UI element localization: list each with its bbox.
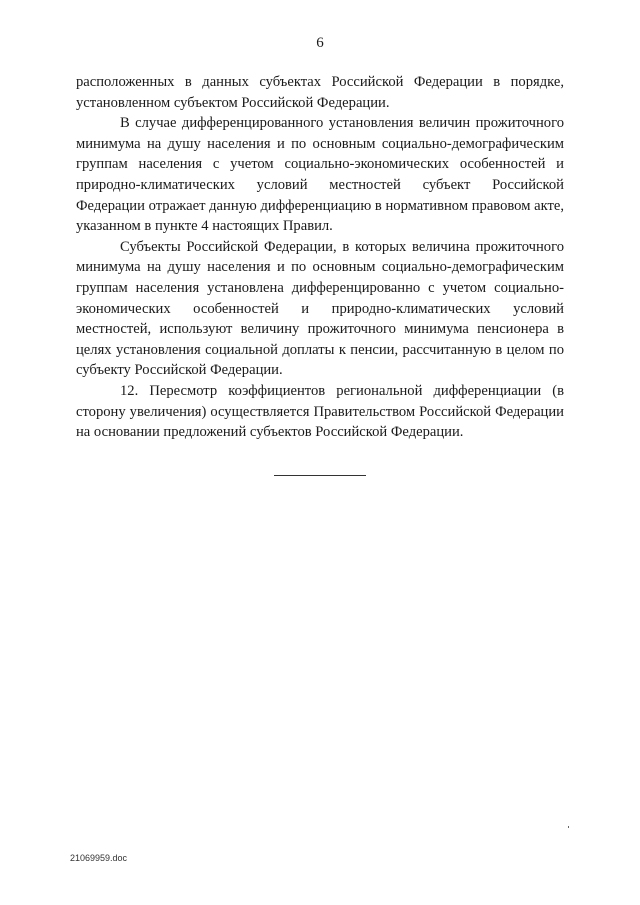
scan-speck <box>568 826 569 828</box>
paragraph-continuation: расположенных в данных субъектах Российской Федерации в порядке, установленном субъектом Российской Федерации. <box>76 74 564 111</box>
document-file-id: 21069959.doc <box>70 853 128 863</box>
document-body <box>76 72 564 443</box>
page-number: 6 <box>316 35 324 51</box>
paragraph-differentiation: В случае дифференцированного установления величин прожиточного минимума на душу населения и по основным социально-демографическим группам населения с учетом социально-экономических особенностей и природно-климатических условий местностей субъект Российской Федерации отражает данную дифференциацию в нормативном правовом акте, указанном в пункте 4 настоящих Правил. <box>76 115 564 235</box>
end-divider-line <box>274 475 366 476</box>
paragraph-item-12: 12. Пересмотр коэффициентов региональной дифференциации (в сторону увеличения) осуществляется Правительством Российской Федерации на основании предложений субъектов Российской Федерации. <box>76 382 564 441</box>
paragraph-subjects: Субъекты Российской Федерации, в которых величина прожиточного минимума на душу населения и по основным социально-демографическим группам населения установлена дифференцированно с учетом социально-экономических особенностей и природно-климатических условий местностей, используют величину прожиточного минимума пенсионера в целях установления социальной доплаты к пенсии, рассчитанную в целом по субъекту Российской Федерации. <box>76 238 564 379</box>
